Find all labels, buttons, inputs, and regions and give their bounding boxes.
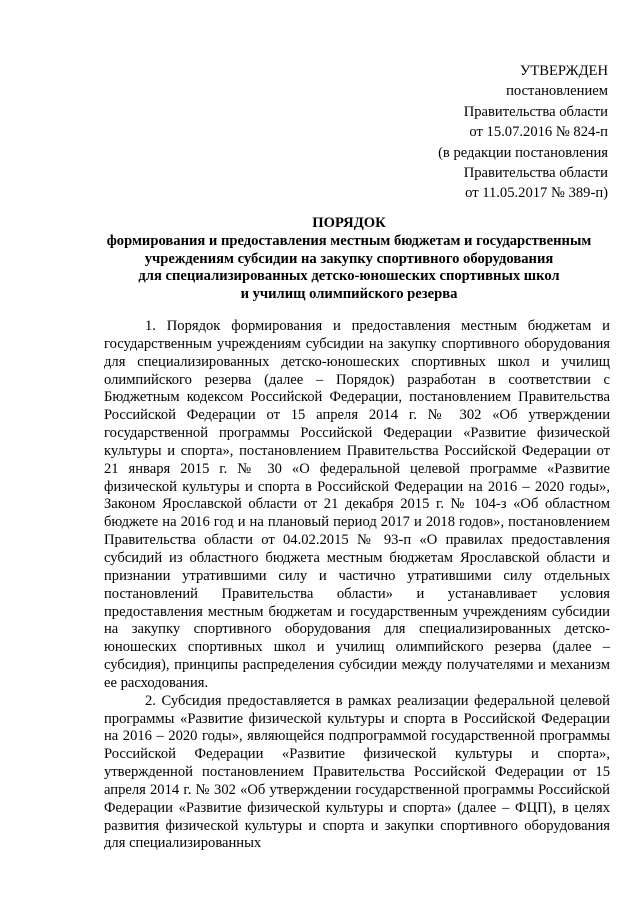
document-body (104, 318, 610, 853)
approval-stamp (368, 61, 608, 204)
approval-line: (в редакции постановления (438, 144, 608, 161)
document-heading: ПОРЯДОК (312, 215, 386, 231)
document-subtitle-line: формирования и предоставления местным бюджетам и государственным (106, 232, 592, 249)
approval-line: постановлением (506, 83, 608, 100)
document-subtitle-line: учреждениям субсидии на закупку спортивного оборудования (144, 250, 554, 267)
document-subtitle-line: для специализированных детско-юношеских спортивных школ (138, 268, 560, 285)
approval-line: УТВЕРЖДЕН (520, 63, 608, 79)
paragraph-2: 2. Субсидия предоставляется в рамках реализации федеральной целевой программы «Развитие физической культуры и спорта в Российской Федерации на 2016 – 2020 годы», являющейся подпрограммой государственной программы Российской Федерации «Развитие физической культуры и спорта», утвержденной постановлением Правительства Российской Федерации от 15 апреля 2014 г. № 302 «Об утверждении государственной программы Российской Федерации «Развитие физической культуры и спорта» (далее – ФЦП), в целях развития физической культуры и спорта и закупки спортивного оборудования для специализированных (104, 692, 610, 852)
document-title (104, 215, 594, 304)
approval-line: Правительства области (463, 103, 608, 120)
document-subtitle-line: и училищ олимпийского резерва (240, 286, 458, 303)
paragraph-1: 1. Порядок формирования и предоставления местным бюджетам и государственным учреждениям субсидии на закупку спортивного оборудования для специализированных детско-юношеских спортивных школ и училищ олимпийского резерва (далее – Порядок) разработан в соответствии с Бюджетным кодексом Российской Федерации, постановлением Правительства Российской Федерации от 15 апреля 2014 г. № 302 «Об утверждении государственной программы Российской Федерации «Развитие физической культуры и спорта», постановлением Правительства Российской Федерации от 21 января 2015 г. № 30 «О федеральной целевой программе «Развитие физической культуры и спорта в Российской Федерации на 2016 – 2020 годы», Законом Ярославской области от 21 декабря 2015 г. № 104-з «Об областном бюджете на 2016 год и на плановый период 2017 и 2018 годов», постановлением Правительства области от 04.02.2015 № 93-п «О правилах предоставления субсидий из областного бюджета местным бюджетам Ярославской области и признании утратившими силу и частично утратившими силу отдельных постановлений Правительства области» и устанавливает условия предоставления местным бюджетам и государственным учреждениям субсидии на закупку спортивного оборудования для специализированных детско-юношеских спортивных школ и училищ олимпийского резерва (далее – субсидия), принципы распределения субсидии между получателями и механизм ее расходования. (104, 318, 610, 691)
approval-line: от 11.05.2017 № 389-п) (465, 185, 608, 202)
approval-line: от 15.07.2016 № 824-п (469, 124, 608, 141)
approval-line: Правительства области (463, 165, 608, 182)
